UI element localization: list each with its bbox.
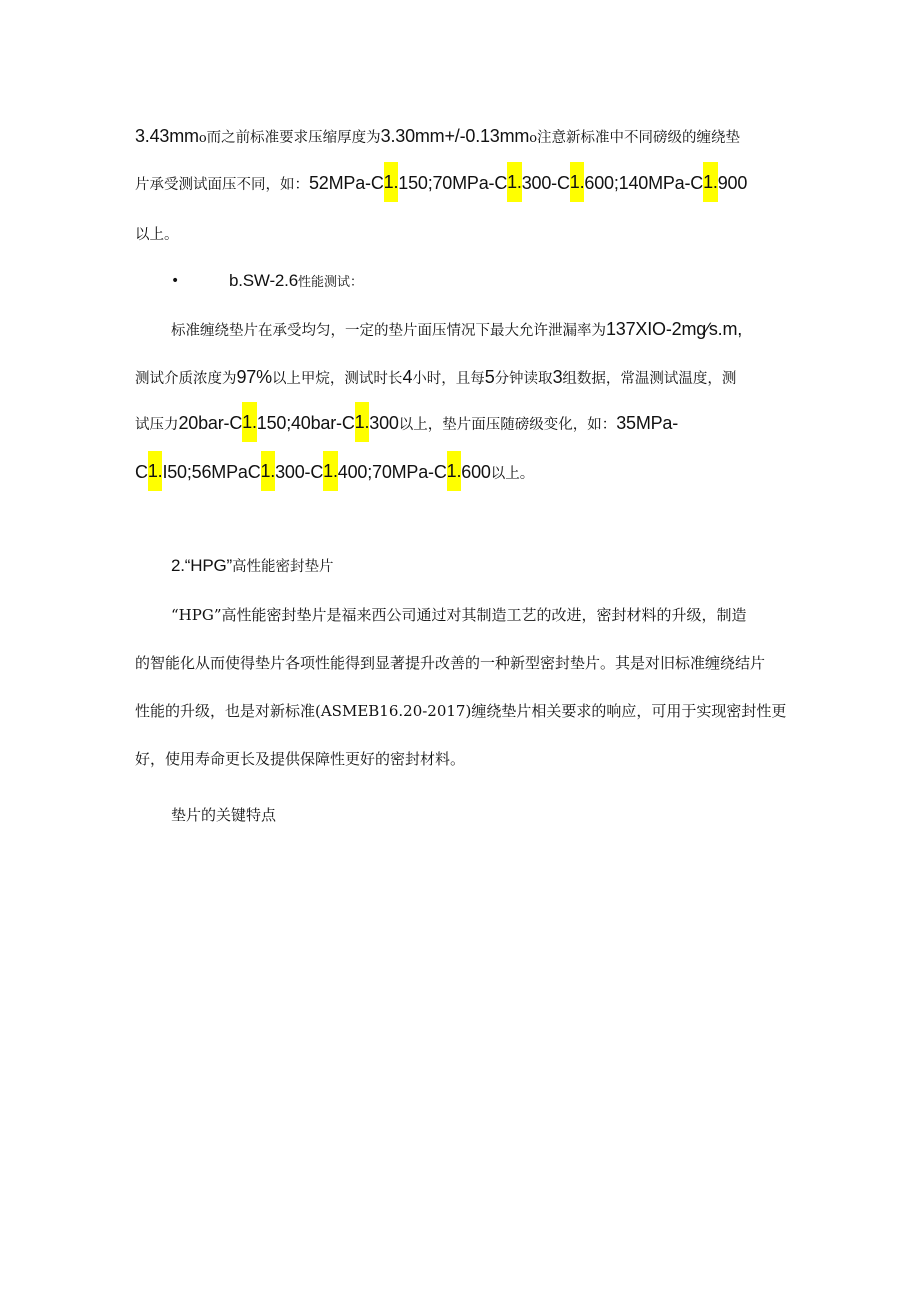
text: 而之前标准要求压缩厚度为 (206, 130, 381, 146)
highlight-mark: 1. (261, 451, 276, 491)
value-text: 400;70MPa-C (337, 462, 447, 482)
text: 标准缠绕垫片在承受均匀，一定的垫片面压情况下最大允许泄漏率为 (171, 323, 606, 339)
heading-text: 高性能密封垫片 (231, 559, 334, 575)
para3-line1: “HPG”高性能密封垫片是福来西公司通过对其制造工艺的改进，密封材料的升级，制造 (171, 606, 747, 624)
text: 小时，且每 (412, 371, 485, 387)
value-text: 3.30mm+/-0.13mm (380, 126, 530, 146)
para3-line2: 的智能化从而使得垫片各项性能得到显著提升改善的一种新型密封垫片。其是对旧标准缠绕结片 (135, 654, 766, 672)
highlight-mark: 1. (447, 451, 462, 491)
text: 以上，垫片面压随磅级变化，如： (398, 417, 617, 433)
para1-line3: 以上。 (135, 227, 179, 243)
para2-line1 (171, 312, 742, 346)
text: 片承受测试面压不同，如： (135, 177, 309, 193)
text: 以上。 (490, 466, 535, 482)
para3-line3: 性能的升级，也是对新标准(ASMEB16.20-2017)缠绕垫片相关要求的响应，可用于实现密封性更 (135, 702, 787, 720)
section-b-title (229, 264, 363, 298)
value-text: 97% (236, 367, 272, 387)
highlight-mark: 1. (570, 162, 585, 202)
bullet-icon: • (171, 273, 180, 289)
value-text: 150;40bar-C (256, 413, 355, 433)
value-text: 300 (369, 413, 399, 433)
highlight-mark: 1. (507, 162, 522, 202)
section-2-heading (171, 551, 333, 582)
highlight-mark: 1. (703, 162, 718, 202)
text: 分钟读取 (494, 371, 553, 387)
value-text: b.SW-2.6 (229, 271, 298, 290)
value-text: 3.43mm (135, 126, 199, 146)
highlight-mark: 1. (323, 451, 338, 491)
value-text: 150;70MPa-C (398, 173, 508, 193)
para2-line3 (135, 406, 678, 440)
text: 测试介质浓度为 (135, 371, 237, 387)
text: 以上甲烷，测试时长 (271, 371, 403, 387)
text: 注意新标准中不同磅级的缠绕垫 (537, 130, 741, 146)
value-text: 600 (461, 462, 491, 482)
para1-line2 (135, 166, 747, 200)
para2-line4 (135, 455, 534, 489)
value-text: C (135, 462, 148, 482)
highlight-mark: 1. (242, 402, 257, 442)
value-text: 600;140MPa-C (584, 173, 704, 193)
highlight-mark: 1. (384, 162, 399, 202)
text: o (198, 131, 207, 146)
value-text: 300-C (521, 173, 570, 193)
highlight-mark: 1. (148, 451, 163, 491)
text: 性能测试： (297, 275, 363, 290)
para1-line1 (135, 119, 740, 153)
highlight-mark: 1. (355, 402, 370, 442)
value-text: 52MPa-C (309, 173, 384, 193)
text: 试压力 (135, 417, 179, 433)
text: 组数据，常温测试温度，测 (562, 371, 737, 387)
para3-line4: 好，使用寿命更长及提供保障性更好的密封材料。 (135, 750, 466, 768)
heading-number: 2.“HPG” (171, 556, 232, 575)
value-text: 300-C (275, 462, 324, 482)
value-text: 5 (484, 367, 495, 387)
value-text: 137XIO-2mg∕s.m, (606, 319, 743, 339)
value-text: 35MPa- (616, 413, 679, 433)
value-text: 900 (717, 173, 748, 193)
key-features-heading: 垫片的关键特点 (171, 806, 277, 824)
para2-line2 (135, 360, 736, 394)
value-text: 3 (552, 367, 563, 387)
value-text: 20bar-C (178, 413, 243, 433)
text: o (529, 131, 538, 146)
value-text: 4 (402, 367, 413, 387)
value-text: I50;56MPaC (162, 462, 261, 482)
